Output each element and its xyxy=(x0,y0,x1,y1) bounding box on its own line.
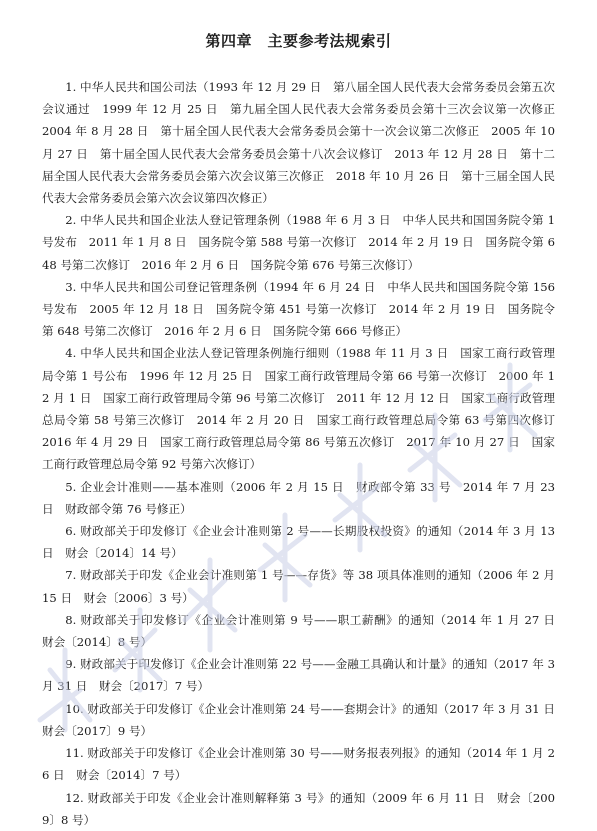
regulation-entry-9: 9. 财政部关于印发修订《企业会计准则第 22 号——金融工具确认和计量》的通知（2017 年 3 月 31 日 财会〔2017〕7 号） xyxy=(42,657,555,694)
regulation-entry-10: 10. 财政部关于印发修订《企业会计准则第 24 号——套期会计》的通知（2017 年 3 月 31 日 财会〔2017〕9 号） xyxy=(42,701,567,738)
regulation-entry-6: 6. 财政部关于印发修订《企业会计准则第 2 号——长期股权投资》的通知（2014 年 3 月 13 日 财会〔2014〕14 号） xyxy=(42,524,555,561)
regulation-entry-2: 2. 中华人民共和国企业法人登记管理条例（1988 年 6 月 3 日 中华人民共和国国务院令第 1 号发布 2011 年 1 月 8 日 国务院令第 588 号第一次修订 2014 年 2 月 19 日 国务院令第 648 号第二次修订 2016 年 2 月 6 日 国务院令第 676 号第三次修订） xyxy=(42,213,555,272)
regulation-entry-1: 1. 中华人民共和国公司法（1993 年 12 月 29 日 第八届全国人民代表大会常务委员会第五次会议通过 1999 年 12 月 25 日 第九届全国人民代表大会常务委员会第十三次会议第一次修正 2004 年 8 月 28 日 第十届全国人民代表大会常务委员会第十一次会议第二次修正 2005 年 10 月 27 日 第十届全国人民代表大会常务委员会第十八次会议修订 2013 年 12 月 28 日 第十二届全国人民代表大会常务委员会第六次会议第三次修正 2018 年 10 月 26 日 第十三届全国人民代表大会常务委员会第六次会议第四次修正） xyxy=(42,80,567,206)
regulation-entry-3: 3. 中华人民共和国公司登记管理条例（1994 年 6 月 24 日 中华人民共和国国务院令第 156 号发布 2005 年 12 月 18 日 国务院令第 451 号第一次修订 2014 年 2 月 19 日 国务院令第 648 号第二次修订 2016 年 2 月 6 日 国务院令第 666 号修正） xyxy=(42,279,555,339)
regulation-entry-12: 12. 财政部关于印发《企业会计准则解释第 3 号》的通知（2009 年 6 月 11 日 财会〔2009〕8 号） xyxy=(42,790,555,827)
regulation-list xyxy=(42,76,567,831)
regulation-entry-4: 4. 中华人民共和国企业法人登记管理条例施行细则（1988 年 11 月 3 日 国家工商行政管理局令第 1 号公布 1996 年 12 月 25 日 国家工商行政管理局令第 66 号第一次修订 2000 年 12 月 1 日 国家工商行政管理局令第 96 号第二次修订 2011 年 12 月 12 日 国家工商行政管理总局令第 58 号第三次修订 2014 年 2 月 20 日 国家工商行政管理总局令第 63 号第四次修订 2016 年 4 月 29 日 国家工商行政管理总局令第 86 号第五次修订 2017 年 10 月 27 日 国家工商行政管理总局令第 92 号第六次修订） xyxy=(42,346,567,472)
regulation-entry-7: 7. 财政部关于印发《企业会计准则第 1 号——存货》等 38 项具体准则的通知（2006 年 2 月 15 日 财会〔2006〕3 号） xyxy=(42,568,555,605)
regulation-entry-8: 8. 财政部关于印发修订《企业会计准则第 9 号——职工薪酬》的通知（2014 年 1 月 27 日 财会〔2014〕8 号） xyxy=(42,612,567,650)
regulation-entry-5: 5. 企业会计准则——基本准则（2006 年 2 月 15 日 财政部令第 33 号 2014 年 7 月 23 日 财政部令第 76 号修正） xyxy=(42,479,555,516)
regulation-entry-11: 11. 财政部关于印发修订《企业会计准则第 30 号——财务报表列报》的通知（2014 年 1 月 26 日 财会〔2014〕7 号） xyxy=(42,746,555,783)
chapter-title: 第四章 主要参考法规索引 xyxy=(205,32,392,50)
